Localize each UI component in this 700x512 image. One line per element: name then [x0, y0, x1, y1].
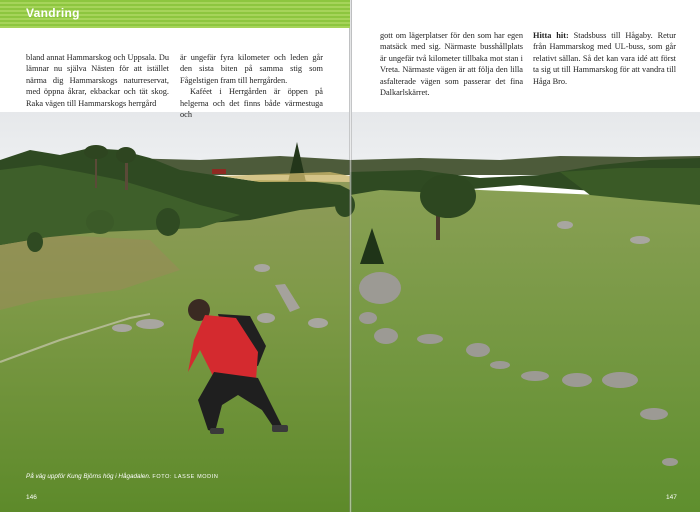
body-text: bland annat Hammarskog och Uppsala. Du lämnar nu själva Nästen för att istället närma dig Hammarskogs naturreservat, med öppna åkrar, ekbackar och tät skog. Raka vägen till Hammarskogs herrgård	[26, 53, 169, 108]
page-number-right: 147	[666, 494, 677, 501]
body-text: är ungefär fyra kilometer och leden går den sista biten på samma stig som Fågelstigen fram till herrgården.	[180, 53, 323, 85]
field-right	[350, 182, 700, 512]
oak-tree	[420, 174, 476, 218]
left-column-1	[26, 52, 169, 109]
body-text: gott om lägerplatser för den som har egen matsäck med sig. Närmaste busshållplats är ungefär två kilometer tillbaka mot stan i Vreta. Närmaste vägen är att följa den lilla asfalterade vägen som passerar det fina Dalkarlskärret.	[380, 31, 523, 98]
right-column-2	[533, 30, 676, 87]
section-label: Vandring	[26, 6, 80, 20]
info-label: Hitta hit:	[533, 31, 569, 40]
red-barn	[212, 169, 226, 174]
photo-caption	[26, 473, 218, 480]
page-gutter	[349, 0, 352, 512]
caption-text: På väg uppför Kung Björns hög i Hågadalen.	[26, 473, 151, 480]
page-number-left: 146	[26, 494, 37, 501]
boulder	[359, 272, 401, 304]
photo-credit: FOTO: LASSE MODIN	[152, 474, 219, 480]
section-banner	[0, 0, 350, 28]
body-text: Stadsbuss till Hågaby. Retur från Hammarskog med UL-buss, som går relativt sällan. Så det kan vara idé att först ta sig ut till Hammarskog för att vandra till Håga Bro.	[533, 31, 677, 86]
body-text: Kaféet i Herrgården är öppen på helgerna och det finns både värmestuga och	[180, 87, 323, 120]
right-column-1	[380, 30, 523, 98]
left-column-2	[180, 52, 323, 120]
